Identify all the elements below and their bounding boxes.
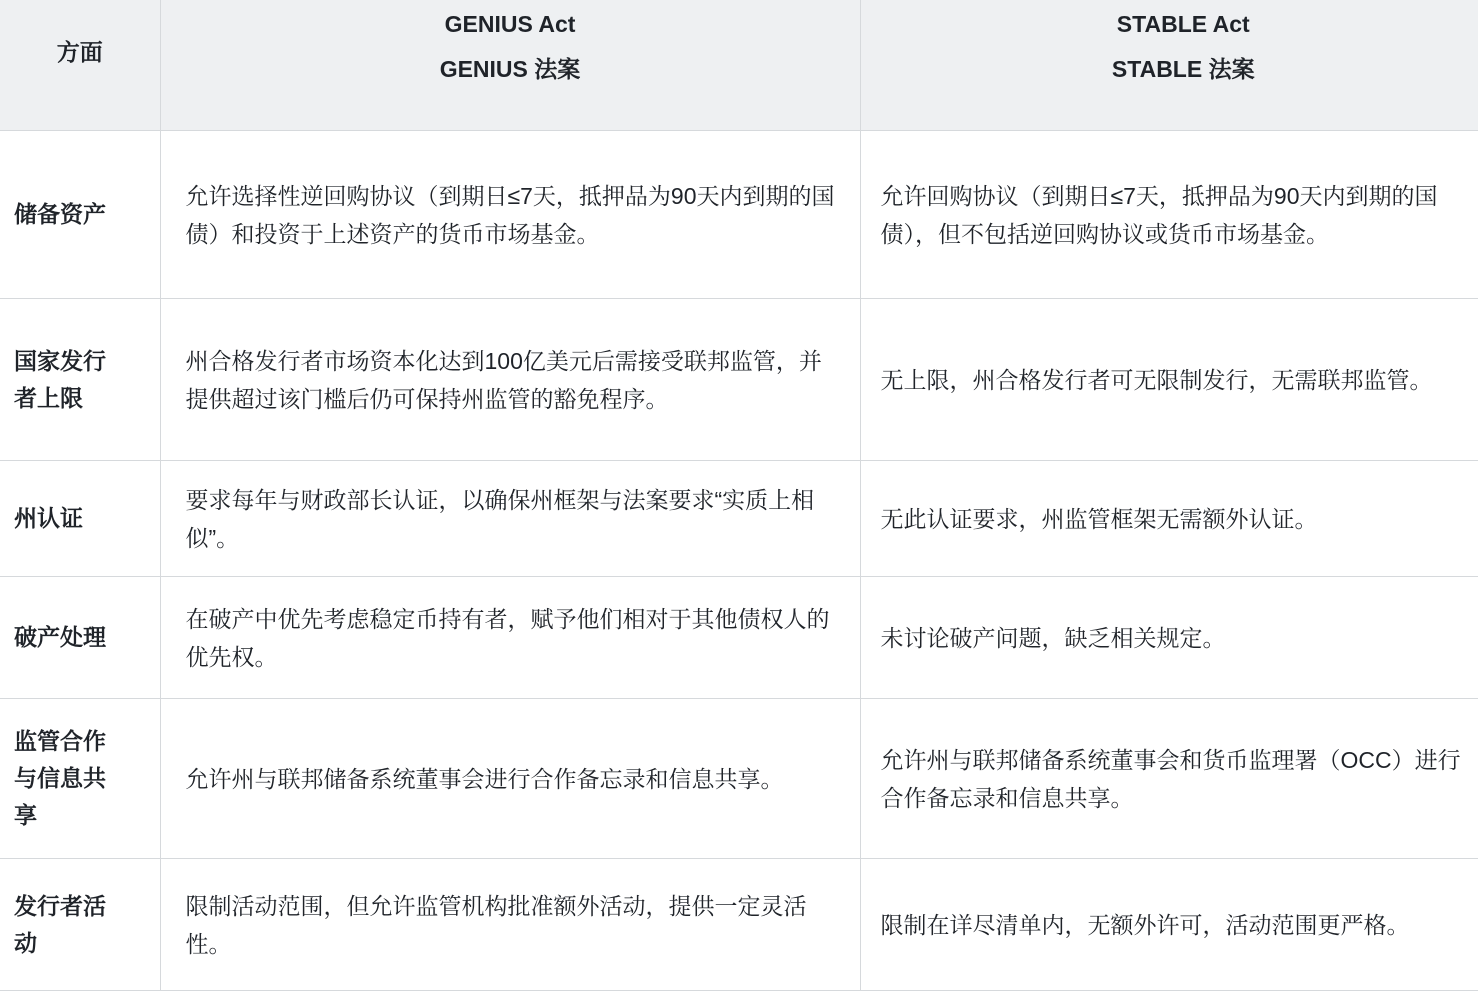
header-row	[0, 0, 1478, 131]
stable-cell: 未讨论破产问题，缺乏相关规定。	[860, 577, 1478, 699]
genius-cell: 在破产中优先考虑稳定币持有者，赋予他们相对于其他债权人的优先权。	[160, 577, 860, 699]
header-cell-aspect	[0, 0, 160, 131]
header-stable-title-en: STABLE Act	[861, 9, 1478, 39]
stable-cell: 无此认证要求，州监管框架无需额外认证。	[860, 461, 1478, 577]
stable-cell: 允许回购协议（到期日≤7天，抵押品为90天内到期的国债），但不包括逆回购协议或货币市场基金。	[860, 131, 1478, 299]
header-stable-title-zh: STABLE 法案	[861, 54, 1478, 84]
aspect-cell	[0, 131, 160, 299]
table-row	[0, 299, 1478, 461]
genius-cell: 要求每年与财政部长认证，以确保州框架与法案要求“实质上相似”。	[160, 461, 860, 577]
genius-cell: 限制活动范围，但允许监管机构批准额外活动，提供一定灵活性。	[160, 859, 860, 991]
stable-cell: 无上限，州合格发行者可无限制发行，无需联邦监管。	[860, 299, 1478, 461]
stable-cell: 限制在详尽清单内，无额外许可，活动范围更严格。	[860, 859, 1478, 991]
header-genius-title-zh: GENIUS 法案	[161, 54, 860, 84]
table-row	[0, 461, 1478, 577]
aspect-cell	[0, 461, 160, 577]
header-genius-title-en: GENIUS Act	[161, 9, 860, 39]
aspect-label: 监管合作与信息共享	[14, 723, 114, 834]
aspect-cell	[0, 859, 160, 991]
aspect-label: 发行者活动	[14, 888, 114, 962]
table-row	[0, 577, 1478, 699]
table-row	[0, 859, 1478, 991]
stable-cell: 允许州与联邦储备系统董事会和货币监理署（OCC）进行合作备忘录和信息共享。	[860, 699, 1478, 859]
aspect-label: 国家发行者上限	[14, 343, 114, 417]
genius-cell: 允许选择性逆回购协议（到期日≤7天，抵押品为90天内到期的国债）和投资于上述资产的货币市场基金。	[160, 131, 860, 299]
aspect-label: 破产处理	[14, 619, 114, 656]
genius-cell: 州合格发行者市场资本化达到100亿美元后需接受联邦监管，并提供超过该门槛后仍可保持州监管的豁免程序。	[160, 299, 860, 461]
genius-cell: 允许州与联邦储备系统董事会进行合作备忘录和信息共享。	[160, 699, 860, 859]
table-row	[0, 131, 1478, 299]
aspect-cell	[0, 299, 160, 461]
aspect-label: 储备资产	[14, 196, 114, 233]
header-aspect-label: 方面	[0, 0, 160, 67]
aspect-label: 州认证	[14, 500, 114, 537]
aspect-cell	[0, 699, 160, 859]
header-cell-genius	[160, 0, 860, 131]
aspect-cell	[0, 577, 160, 699]
table-row	[0, 699, 1478, 859]
header-cell-stable	[860, 0, 1478, 131]
